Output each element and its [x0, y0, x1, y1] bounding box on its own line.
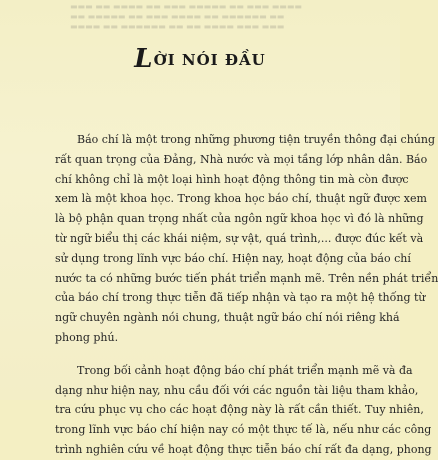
text-line: ngữ chuyên ngành nói chung, thuật ngữ báo chí nói riêng khá — [55, 311, 400, 325]
paragraph-gap — [55, 348, 373, 361]
text-line: Trong bối cảnh hoạt động báo chí phát triển mạnh mẽ và đa — [77, 363, 413, 377]
show-through-text: ▬▬▬ ▬▬ ▬▬▬▬ ▬▬ ▬▬▬ ▬▬▬▬▬ ▬▬ ▬▬▬ ▬▬▬▬ ▬▬ ▬▬▬▬▬ ▬▬ ▬▬▬ ▬▬▬▬ ▬▬ ▬▬▬▬▬▬ ▬▬ ▬▬▬▬ ▬▬ ▬▬▬▬▬▬ ▬▬ ▬▬ ▬▬▬▬ ▬▬▬ ▬▬▬ — [70, 2, 302, 31]
text-line: dạng như hiện nay, nhu cầu đối với các nguồn tài liệu tham khảo, — [55, 383, 419, 397]
text-line: trình nghiên cứu về hoạt động thực tiễn báo chí rất đa dạng, phong — [55, 442, 432, 456]
paragraph-1 — [55, 130, 438, 348]
text-line: chí không chỉ là một loại hình hoạt động thông tin mà còn được — [55, 172, 409, 186]
text-line: từ ngữ biểu thị các khái niệm, sự vật, quá trình,... được đúc kết và — [55, 231, 424, 245]
title-rest: ỜI NÓI ĐẦU — [153, 51, 266, 69]
paragraph-2 — [55, 361, 432, 460]
body-text — [55, 130, 438, 460]
text-line: Báo chí là một trong những phương tiện truyền thông đại chúng — [77, 133, 435, 146]
text-line: của báo chí trong thực tiễn đã tiếp nhận và tạo ra một hệ thống từ — [55, 291, 426, 305]
text-line: nước ta có những bước tiến phát triển mạnh mẽ. Trên nền phát triển — [55, 271, 438, 285]
text-line: tra cứu phục vụ cho các hoạt động này là rất cần thiết. Tuy nhiên, — [55, 403, 424, 417]
text-line: sử dụng trong lĩnh vực báo chí. Hiện nay, hoạt động của báo chí — [55, 251, 411, 265]
text-line: rất quan trọng của Đảng, Nhà nước và mọi tầng lớp nhân dân. Báo — [55, 152, 428, 166]
text-line: trong lĩnh vực báo chí hiện nay có một thực tế là, nếu như các công — [55, 423, 432, 437]
page-title — [0, 44, 400, 74]
text-line: là bộ phận quan trọng nhất của ngôn ngữ khoa học vì đó là những — [55, 212, 424, 226]
text-line: xem là một khoa học. Trong khoa học báo chí, thuật ngữ được xem — [55, 192, 427, 206]
text-line: phong phú. — [55, 330, 119, 344]
title-drop-letter: L — [134, 44, 154, 74]
